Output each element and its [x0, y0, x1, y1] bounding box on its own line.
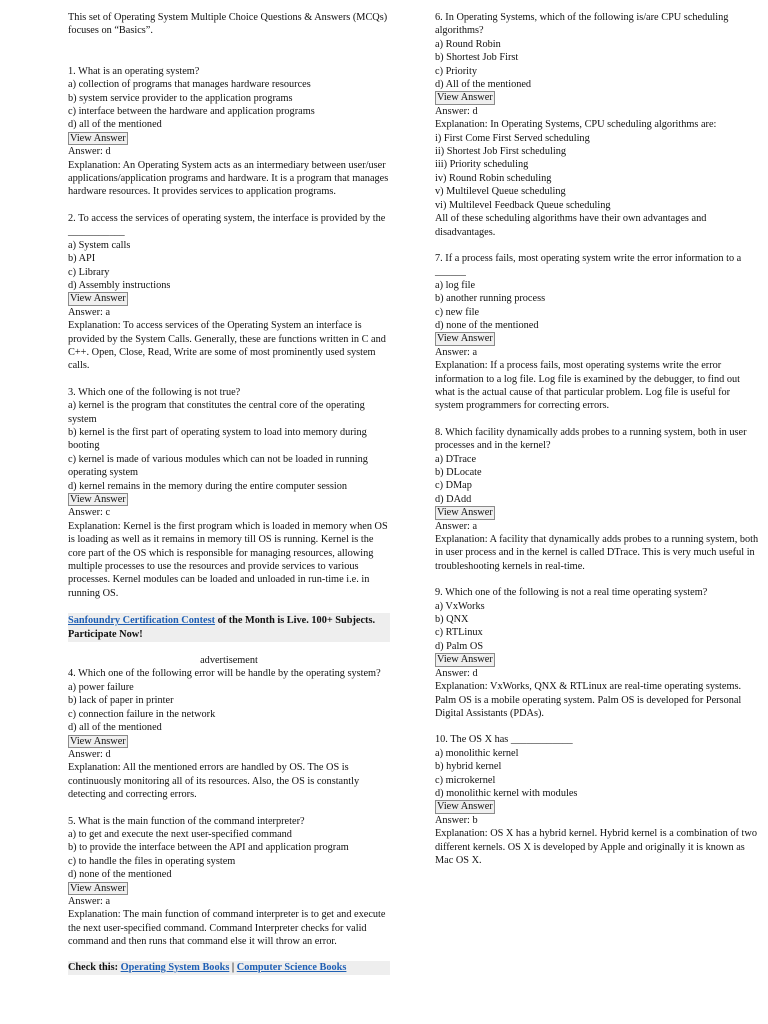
certification-contest-link[interactable]: Sanfoundry Certification Contest [68, 615, 216, 627]
explanation-line: iv) Round Robin scheduling [435, 172, 552, 184]
option-text: a) VxWorks [435, 600, 485, 612]
question-text: 1. What is an operating system? [68, 65, 200, 77]
view-answer-row [435, 653, 760, 666]
view-answer-row [435, 506, 760, 519]
advertisement-label: advertisement [200, 655, 258, 667]
option-text: d) All of the mentioned [435, 79, 532, 91]
option-text: a) to get and execute the next user-specified command [68, 828, 292, 840]
check-books-bar [68, 961, 390, 975]
view-answer-button[interactable]: View Answer [70, 494, 126, 505]
question-text: 8. Which facility dynamically adds probes to a running system, both in user processes and in the kernel? [435, 426, 747, 452]
option-text: a) System calls [68, 239, 131, 251]
option-text: d) DAdd [435, 493, 472, 505]
option-text: a) collection of programs that manages hardware resources [68, 79, 311, 91]
question-list-1 [68, 65, 390, 600]
question-text: 10. The OS X has ____________ [435, 734, 573, 746]
question-text: 4. Which one of the following error will be handle by the operating system? [68, 668, 381, 680]
question-text: 9. Which one of the following is not a real time operating system? [435, 587, 708, 599]
explanation-text: Explanation: OS X has a hybrid kernel. Hybrid kernel is a combination of two different kernels. OS X is developed by Apple and originally it is known as Mac OS X. [435, 828, 757, 866]
cs-books-link[interactable]: Computer Science Books [236, 961, 347, 973]
view-answer-button[interactable]: View Answer [70, 132, 126, 144]
option-text: c) interface between the hardware and application programs [68, 106, 315, 118]
option-text: c) Library [68, 266, 110, 278]
right-column [435, 11, 760, 880]
option-text: d) all of the mentioned [68, 119, 162, 131]
view-answer-button[interactable]: View Answer [437, 92, 493, 104]
explanation-line: All of these scheduling algorithms have their own advantages and disadvantages. [435, 213, 707, 238]
question-block [68, 667, 390, 801]
explanation-line: vi) Multilevel Feedback Queue scheduling [435, 199, 611, 211]
explanation-text: Explanation: A facility that dynamically adds probes to a running system, both in user process and in the kernel is called DTrace. This is very much useful in troubleshooting kernels in real-time. [435, 534, 759, 572]
question-text: 7. If a process fails, most operating system write the error information to a ______ [435, 252, 742, 278]
question-block [68, 65, 390, 199]
option-text: c) kernel is made of various modules which can not be loaded in running operating system [68, 453, 368, 479]
option-text: d) kernel remains in the memory during the entire computer session [68, 480, 348, 492]
explanation-text: Explanation: In Operating Systems, CPU scheduling algorithms are: [435, 119, 717, 131]
option-text: b) lack of paper in printer [68, 695, 174, 707]
question-block [435, 733, 760, 867]
explanation-text: Explanation: Kernel is the first program which is loaded in memory when OS is loading as well as it remains in memory till OS is running. Kernel is the core part of the OS which is responsible for managing resources, allowing multiple processes to use the resources and provide services to various processes. Kernel modules can be loaded and unloaded in run-time i.e. in running OS. [68, 520, 388, 599]
answer-text: Answer: a [68, 306, 111, 318]
option-text: b) another running process [435, 293, 546, 305]
answer-text: Answer: d [68, 748, 111, 760]
option-text: d) monolithic kernel with modules [435, 787, 578, 799]
option-text: b) system service provider to the application programs [68, 92, 293, 104]
option-text: a) kernel is the program that constitutes the central core of the operating system [68, 400, 365, 425]
question-block [435, 586, 760, 720]
view-answer-row [435, 332, 760, 345]
view-answer-button[interactable]: View Answer [70, 882, 126, 894]
view-answer-button[interactable]: View Answer [437, 507, 493, 519]
view-answer-row [68, 292, 390, 305]
option-text: d) Palm OS [435, 640, 484, 652]
explanation-text: Explanation: An Operating System acts as an intermediary between user/user applications/application programs and hardware. It is a program that manages hardware resources. It provides services to application programs. [68, 159, 389, 198]
option-text: d) none of the mentioned [435, 319, 539, 331]
explanation-text: Explanation: All the mentioned errors are handled by OS. The OS is continuously monitoring all of its resources. Also, the OS is constantly detecting and correcting errors. [68, 762, 360, 801]
option-text: c) DMap [435, 480, 472, 492]
answer-text: Answer: a [68, 895, 111, 907]
option-text: b) DLocate [435, 467, 482, 478]
view-answer-row [68, 735, 390, 748]
answer-text: Answer: d [68, 146, 111, 158]
option-text: d) none of the mentioned [68, 869, 172, 881]
answer-text: Answer: c [68, 507, 111, 519]
check-label: Check this: [68, 961, 121, 973]
question-list-2 [68, 667, 390, 948]
explanation-line: v) Multilevel Queue scheduling [435, 186, 566, 198]
explanation-line: iii) Priority scheduling [435, 159, 529, 171]
question-block [435, 11, 760, 239]
option-text: a) log file [435, 279, 476, 291]
option-text: c) connection failure in the network [68, 708, 216, 720]
option-text: c) to handle the files in operating system [68, 855, 236, 867]
option-text: a) Round Robin [435, 38, 501, 50]
option-text: b) kernel is the first part of operating system to load into memory during booting [68, 426, 367, 452]
explanation-text: Explanation: To access services of the Operating System an interface is provided by the System Calls. Generally, these are functions written in C and C++. Open, Close, Read, Write are some of most prominently used system calls. [68, 320, 386, 372]
option-text: c) microkernel [435, 774, 496, 786]
view-answer-row [68, 493, 390, 506]
question-block [435, 252, 760, 413]
question-text: 3. Which one of the following is not true? [68, 386, 241, 398]
promo-text: of the Month is Live. 100+ Subjects. Participate Now! [68, 615, 376, 640]
explanation-line: i) First Come First Served scheduling [435, 132, 590, 144]
promo-banner [68, 613, 390, 642]
answer-text: Answer: b [435, 814, 478, 826]
option-text: b) QNX [435, 614, 469, 626]
question-list-3 [435, 11, 760, 867]
view-answer-row [68, 132, 390, 145]
question-block [68, 815, 390, 949]
left-column [68, 11, 390, 975]
explanation-text: Explanation: VxWorks, QNX & RTLinux are real-time operating systems. Palm OS is a mobile operating system. Palm OS is developed for Personal Digital Assistants (PDAs). [435, 681, 742, 719]
answer-text: Answer: d [435, 105, 478, 117]
option-text: d) all of the mentioned [68, 722, 162, 734]
explanation-text: Explanation: The main function of command interpreter is to get and execute the next user-specified command. Command Interpreter checks for valid command and then runs that command else it will throw an error. [68, 909, 386, 948]
intro-text: This set of Operating System Multiple Choice Questions & Answers (MCQs) focuses on “Basics”. [68, 12, 388, 37]
view-answer-button[interactable]: View Answer [70, 735, 126, 747]
option-text: a) DTrace [435, 453, 477, 465]
question-text: 6. In Operating Systems, which of the following is/are CPU scheduling algorithms? [435, 12, 729, 37]
view-answer-row [435, 91, 760, 104]
answer-text: Answer: a [435, 346, 478, 358]
question-text: 5. What is the main function of the command interpreter? [68, 815, 305, 827]
view-answer-button[interactable]: View Answer [437, 654, 493, 666]
os-books-link[interactable]: Operating System Books [120, 961, 230, 973]
option-text: d) Assembly instructions [68, 279, 171, 291]
option-text: b) hybrid kernel [435, 761, 502, 773]
answer-text: Answer: d [435, 667, 478, 679]
answer-text: Answer: a [435, 520, 478, 532]
option-text: a) monolithic kernel [435, 747, 519, 759]
explanation-line: ii) Shortest Job First scheduling [435, 146, 566, 158]
option-text: c) new file [435, 306, 480, 318]
option-text: c) RTLinux [435, 627, 483, 639]
question-block [68, 212, 390, 373]
option-text: a) power failure [68, 681, 134, 693]
separator: | [229, 961, 237, 973]
question-block [435, 426, 760, 573]
explanation-text: Explanation: If a process fails, most operating systems write the error information to a log file. Log file is examined by the debugger, to find out what is the actual cause of that particular problem. Log file is useful for system programmers for correcting errors. [435, 360, 740, 412]
question-text: 2. To access the services of operating system, the interface is provided by the ___________ [68, 212, 386, 238]
option-text: c) Priority [435, 65, 478, 77]
view-answer-row [68, 882, 390, 895]
option-text: b) API [68, 253, 96, 265]
question-block [68, 386, 390, 601]
view-answer-button[interactable]: View Answer [437, 801, 493, 813]
view-answer-row [435, 800, 760, 813]
view-answer-button[interactable]: View Answer [437, 333, 493, 345]
option-text: b) to provide the interface between the API and application program [68, 842, 349, 854]
view-answer-button[interactable]: View Answer [70, 293, 126, 305]
option-text: b) Shortest Job First [435, 52, 519, 64]
